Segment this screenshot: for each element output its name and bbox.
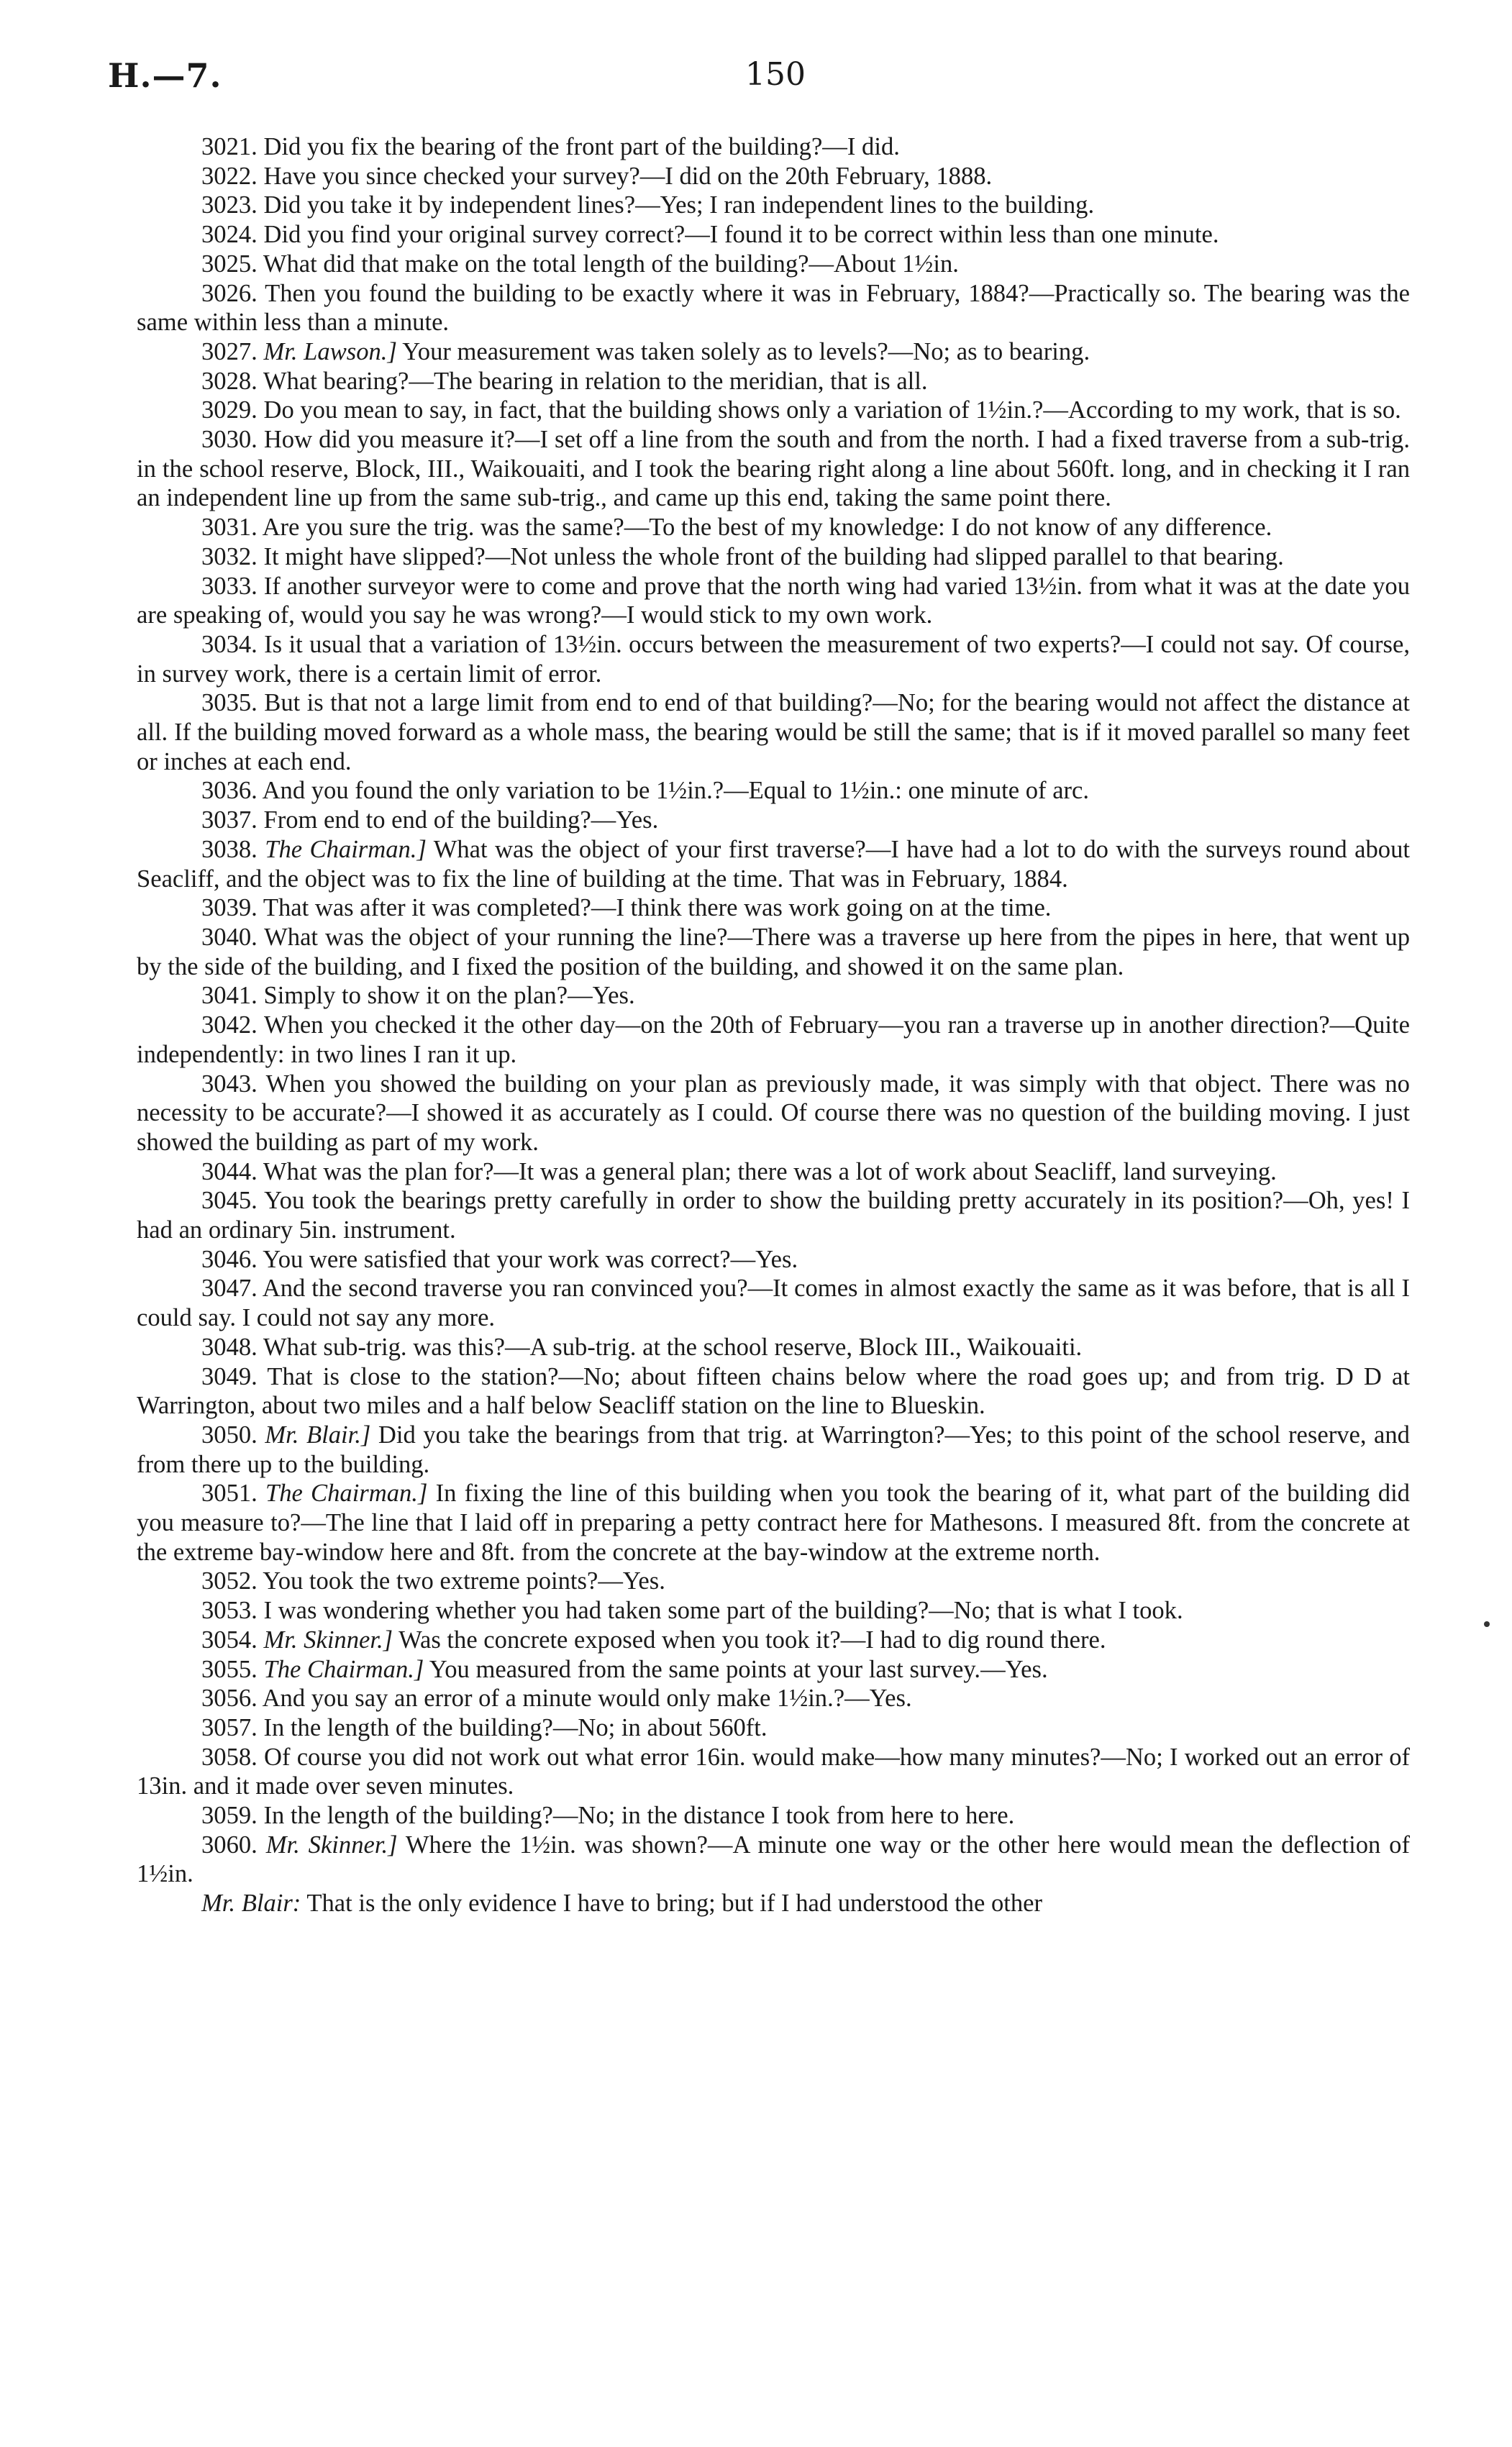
question-number: 3028. — [201, 367, 258, 395]
evidence-paragraph — [137, 250, 1410, 279]
evidence-paragraph — [137, 396, 1410, 425]
paragraph-text: What bearing?—The bearing in relation to the meridian, that is all. — [263, 367, 928, 395]
question-number: 3060. — [201, 1831, 258, 1859]
question-number: 3025. — [201, 250, 258, 278]
question-number: 3041. — [201, 982, 258, 1010]
paragraph-text: Is it usual that a variation of 13½in. occurs between the measurement of two experts?—I could not say. Of course, in survey work, there is a certain limit of error. — [137, 630, 1410, 688]
evidence-paragraph — [137, 1333, 1410, 1362]
paragraph-text: Was the concrete exposed when you took it?—I had to dig round there. — [399, 1626, 1106, 1654]
paragraph-text: When you showed the building on your plan as previously made, it was simply with that object. There was no necessity to be accurate?—I showed it as accurately as I could. Of course there was no question of the building moving. I just showed the building as part of my work. — [137, 1070, 1410, 1156]
paragraph-text: You took the two extreme points?—Yes. — [263, 1567, 665, 1595]
question-number: 3021. — [201, 133, 258, 160]
paragraph-text: You took the bearings pretty carefully in order to show the building pretty accurately in its position?—Oh, yes! I had an ordinary 5in. instrument. — [137, 1187, 1410, 1244]
question-number: 3037. — [201, 806, 258, 834]
question-number: 3051. — [201, 1480, 258, 1508]
paragraph-text: Do you mean to say, in fact, that the building shows only a variation of 1½in.?—According to my work, that is so. — [263, 396, 1401, 424]
question-number: 3035. — [201, 689, 258, 717]
paragraph-text: What sub-trig. was this?—A sub-trig. at the school reserve, Block III., Waikouaiti. — [263, 1333, 1083, 1361]
question-number: 3054. — [201, 1626, 258, 1654]
question-number: 3044. — [201, 1157, 258, 1185]
paragraph-text: And you found the only variation to be 1½in.?—Equal to 1½in.: one minute of arc. — [262, 777, 1090, 805]
speaker-name: Mr. Lawson.] — [263, 337, 397, 365]
paragraph-text: Simply to show it on the plan?—Yes. — [263, 982, 635, 1010]
evidence-paragraph — [137, 1245, 1410, 1275]
question-number: 3026. — [201, 279, 258, 307]
paragraph-text: That is close to the station?—No; about fifteen chains below where the road goes up; and from trig. D D at Warrington, about two miles and a half below Seacliff station on the line to Blueskin. — [137, 1362, 1410, 1420]
evidence-paragraph — [137, 425, 1410, 513]
evidence-paragraph — [137, 1801, 1410, 1831]
evidence-paragraph — [137, 220, 1410, 250]
question-number: 3047. — [201, 1275, 258, 1303]
question-number: 3050. — [201, 1421, 258, 1449]
paragraph-text: And the second traverse you ran convinced you?—It comes in almost exactly the same as it was before, that is all I could say. I could not say any more. — [137, 1275, 1410, 1332]
evidence-paragraph — [137, 132, 1410, 162]
evidence-paragraph — [137, 1479, 1410, 1567]
evidence-paragraph — [137, 1011, 1410, 1069]
paragraph-text: Are you sure the trig. was the same?—To the best of my knowledge: I do not know of any difference. — [262, 514, 1272, 542]
paragraph-text: In fixing the line of this building when you took the bearing of it, what part of the building did you measure to?—The line that I laid off in preparing a petty contract here for Mathesons. I measured 8ft. from the concrete at the extreme bay-window here and 8ft. from the concrete at the bay-window at the extreme north. — [137, 1480, 1410, 1566]
question-number: 3058. — [201, 1743, 258, 1771]
question-number: 3040. — [201, 923, 258, 951]
evidence-paragraph — [137, 572, 1410, 630]
evidence-paragraph — [137, 1421, 1410, 1479]
question-number: 3059. — [201, 1802, 258, 1830]
speaker-name: Mr. Blair: — [201, 1890, 301, 1918]
paragraph-text: What was the plan for?—It was a general plan; there was a lot of work about Seacliff, land surveying. — [263, 1157, 1277, 1185]
speaker-name: The Chairman.] — [263, 1655, 424, 1683]
question-number: 3024. — [201, 221, 258, 249]
evidence-paragraph — [137, 923, 1410, 981]
question-number: 3029. — [201, 396, 258, 424]
question-number: 3033. — [201, 572, 258, 600]
page-number: 150 — [745, 56, 806, 93]
evidence-paragraph — [137, 162, 1410, 191]
speaker-name: The Chairman.] — [265, 835, 427, 863]
paragraph-text: Of course you did not work out what error 16in. would make—how many minutes?—No; I worked out an error of 13in. and it made over seven minutes. — [137, 1743, 1410, 1800]
paragraph-text: You were satisfied that your work was correct?—Yes. — [263, 1245, 798, 1273]
question-number: 3056. — [201, 1685, 258, 1713]
paragraph-text: You measured from the same points at your last survey.—Yes. — [429, 1655, 1048, 1683]
evidence-paragraph — [137, 806, 1410, 835]
question-number: 3052. — [201, 1567, 258, 1595]
question-number: 3032. — [201, 542, 258, 570]
question-number: 3030. — [201, 426, 258, 454]
paragraph-text: It might have slipped?—Not unless the whole front of the building had slipped parallel to that bearing. — [263, 542, 1284, 570]
question-number: 3057. — [201, 1713, 258, 1741]
evidence-paragraph — [137, 1831, 1410, 1889]
paragraph-text: Did you find your original survey correct?—I found it to be correct within less than one minute. — [263, 221, 1219, 249]
paragraph-text: That was after it was completed?—I think there was work going on at the time. — [263, 894, 1052, 922]
question-number: 3043. — [201, 1070, 258, 1098]
evidence-paragraph — [137, 981, 1410, 1011]
speaker-name: Mr. Skinner.] — [263, 1626, 393, 1654]
paragraph-text: Have you since checked your survey?—I did on the 20th February, 1888. — [263, 162, 993, 190]
evidence-paragraph — [137, 776, 1410, 806]
evidence-paragraph — [137, 542, 1410, 572]
question-number: 3036. — [201, 777, 258, 805]
paragraph-text: And you say an error of a minute would only make 1½in.?—Yes. — [262, 1685, 912, 1713]
evidence-paragraph — [137, 835, 1410, 893]
evidence-transcript — [137, 132, 1410, 1918]
speaker-name: The Chairman.] — [265, 1480, 428, 1508]
evidence-paragraph — [137, 688, 1410, 776]
paragraph-text: But is that not a large limit from end to end of that building?—No; for the bearing would not affect the distance at all. If the building moved forward as a whole mass, the bearing would be still the same; that is if it moved parallel so many feet or inches at each end. — [137, 689, 1410, 775]
paragraph-text: In the length of the building?—No; in about 560ft. — [263, 1713, 768, 1741]
evidence-paragraph — [137, 279, 1410, 337]
paragraph-text: When you checked it the other day—on the 20th of February—you ran a traverse up in another direction?—Quite independently: in two lines I ran it up. — [137, 1011, 1410, 1068]
evidence-paragraph — [137, 1626, 1410, 1655]
paragraph-text: Then you found the building to be exactly where it was in February, 1884?—Practically so. The bearing was the same within less than a minute. — [137, 279, 1410, 337]
paragraph-text: In the length of the building?—No; in the distance I took from here to here. — [263, 1802, 1015, 1830]
evidence-paragraph — [137, 1274, 1410, 1332]
evidence-paragraph — [137, 191, 1410, 220]
evidence-paragraph — [137, 1070, 1410, 1157]
evidence-paragraph — [137, 1684, 1410, 1713]
evidence-paragraph — [137, 1186, 1410, 1244]
evidence-paragraph — [137, 893, 1410, 923]
paragraph-text: What was the object of your first traverse?—I have had a lot to do with the surveys round about Seacliff, and the object was to fix the line of building at the time. That was in February, 1884. — [137, 835, 1410, 893]
evidence-paragraph — [137, 1889, 1410, 1918]
evidence-paragraph — [137, 1713, 1410, 1743]
evidence-paragraph — [137, 1596, 1410, 1626]
question-number: 3045. — [201, 1187, 258, 1215]
evidence-paragraph — [137, 1567, 1410, 1596]
paragraph-text: If another surveyor were to come and prove that the north wing had varied 13½in. from what it was at the date you are speaking of, would you say he was wrong?—I would stick to my own work. — [137, 572, 1410, 629]
evidence-paragraph — [137, 1362, 1410, 1421]
page-header — [0, 56, 1512, 99]
evidence-paragraph — [137, 367, 1410, 396]
question-number: 3042. — [201, 1011, 258, 1039]
paragraph-text: Your measurement was taken solely as to levels?—No; as to bearing. — [402, 337, 1090, 365]
paragraph-text: Did you fix the bearing of the front part of the building?—I did. — [263, 133, 900, 160]
evidence-paragraph — [137, 1743, 1410, 1801]
question-number: 3053. — [201, 1597, 258, 1625]
question-number: 3055. — [201, 1655, 258, 1683]
paragraph-text: What was the object of your running the line?—There was a traverse up here from the pipes in here, that went up by the side of the building, and I fixed the position of the building, and showed it on the same plan. — [137, 923, 1410, 980]
evidence-paragraph — [137, 630, 1410, 688]
question-number: 3031. — [201, 514, 258, 542]
paragraph-text: How did you measure it?—I set off a line from the south and from the north. I had a fixed traverse from a sub-trig. in the school reserve, Block, III., Waikouaiti, and I took the bearing right along a line about 560ft. long, and in checking it I ran an independent line up from the same sub-trig., and came up this end, taking the same point there. — [137, 426, 1410, 512]
evidence-paragraph — [137, 1655, 1410, 1685]
paragraph-text: Where the 1½in. was shown?—A minute one way or the other here would mean the deflection of 1½in. — [137, 1831, 1410, 1888]
evidence-paragraph — [137, 513, 1410, 542]
series-label: H.—7. — [108, 56, 222, 95]
question-number: 3027. — [201, 337, 258, 365]
margin-mark — [1484, 1621, 1490, 1627]
speaker-name: Mr. Blair.] — [265, 1421, 371, 1449]
speaker-name: Mr. Skinner.] — [265, 1831, 398, 1859]
question-number: 3023. — [201, 191, 258, 219]
paragraph-text: What did that make on the total length of the building?—About 1½in. — [263, 250, 959, 278]
question-number: 3034. — [201, 630, 258, 658]
question-number: 3022. — [201, 162, 258, 190]
question-number: 3046. — [201, 1245, 258, 1273]
evidence-paragraph — [137, 337, 1410, 367]
question-number: 3049. — [201, 1362, 258, 1390]
paragraph-text: I was wondering whether you had taken some part of the building?—No; that is what I took. — [263, 1597, 1183, 1625]
question-number: 3039. — [201, 894, 258, 922]
paragraph-text: From end to end of the building?—Yes. — [263, 806, 659, 834]
question-number: 3048. — [201, 1333, 258, 1361]
paragraph-text: Did you take the bearings from that trig. at Warrington?—Yes; to this point of the school reserve, and from there up to the building. — [137, 1421, 1410, 1478]
evidence-paragraph — [137, 1157, 1410, 1187]
paragraph-text: Did you take it by independent lines?—Yes; I ran independent lines to the building. — [263, 191, 1095, 219]
question-number: 3038. — [201, 835, 258, 863]
paragraph-text: That is the only evidence I have to bring; but if I had understood the other — [306, 1890, 1042, 1918]
